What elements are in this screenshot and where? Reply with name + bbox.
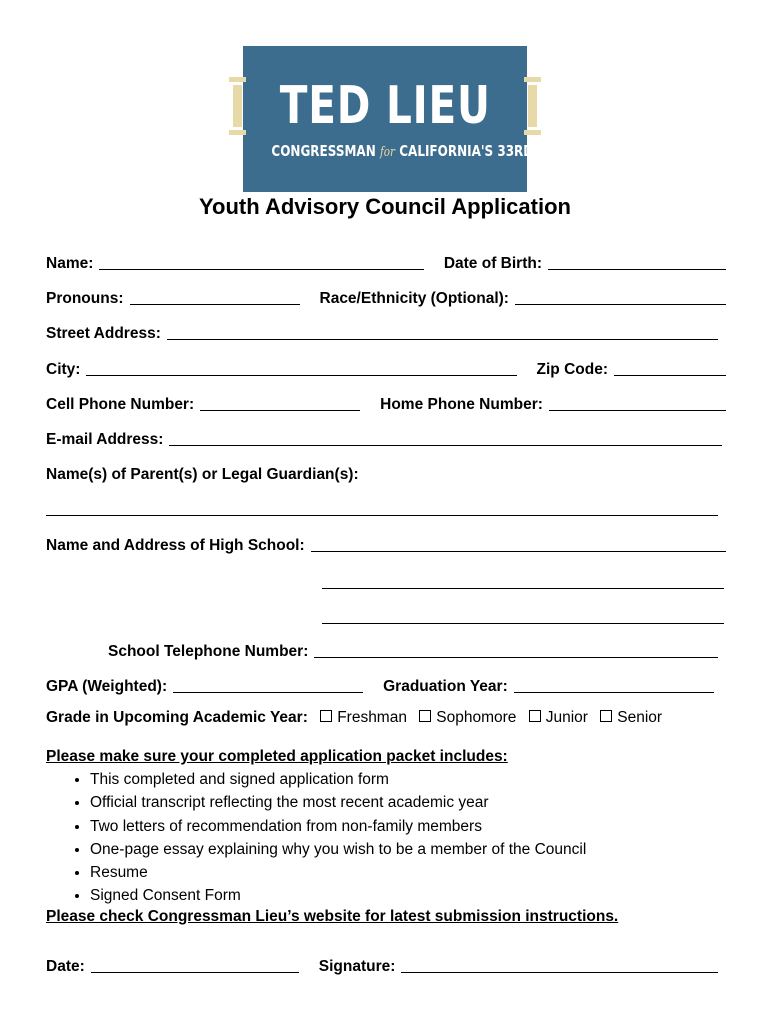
- row-school: [46, 533, 726, 555]
- pillar-icon: [229, 77, 246, 135]
- list-item: • Official transcript reflecting the most recent academic year: [90, 791, 618, 814]
- street-label: Street Address:: [46, 325, 161, 342]
- row-street: [46, 321, 726, 343]
- row-city: [46, 357, 726, 379]
- logo-tagline: CONGRESSMAN for CALIFORNIA'S 33RD DISTRICT: [271, 142, 600, 160]
- email-field[interactable]: [169, 444, 722, 446]
- cell-field[interactable]: [200, 409, 360, 411]
- row-name: [46, 251, 726, 273]
- row-parents: [46, 462, 726, 484]
- row-signature: [46, 954, 726, 976]
- list-item: • One-page essay explaining why you wish to be a member of the Council: [90, 838, 618, 861]
- pillar-icon: [524, 77, 541, 135]
- parents-label: Name(s) of Parent(s) or Legal Guardian(s):: [46, 466, 359, 483]
- street-field[interactable]: [167, 338, 718, 340]
- school-address-line-3[interactable]: [322, 622, 724, 624]
- row-email: [46, 427, 726, 449]
- packet-footer: Please check Congressman Lieu’s website for latest submission instructions.: [46, 907, 619, 925]
- checkbox-junior[interactable]: Junior: [529, 709, 588, 726]
- gpa-field[interactable]: [173, 691, 363, 693]
- cell-label: Cell Phone Number:: [46, 396, 195, 413]
- zip-label: Zip Code:: [536, 361, 608, 378]
- checkbox-icon: [419, 710, 431, 722]
- school-address-line-2[interactable]: [322, 587, 724, 589]
- school-label: Name and Address of High School:: [46, 537, 305, 554]
- packet-list: [46, 768, 618, 908]
- checkbox-freshman[interactable]: Freshman: [320, 709, 407, 726]
- checkbox-sophomore[interactable]: Sophomore: [419, 709, 516, 726]
- signature-field[interactable]: [401, 971, 718, 973]
- gpa-label: GPA (Weighted):: [46, 678, 168, 695]
- school-phone-label: School Telephone Number:: [108, 643, 309, 660]
- row-phones: [46, 392, 726, 414]
- school-field[interactable]: [311, 550, 726, 552]
- zip-field[interactable]: [614, 374, 726, 376]
- dob-label: Date of Birth:: [443, 255, 542, 272]
- date-label: Date:: [46, 958, 85, 975]
- pronouns-label: Pronouns:: [46, 290, 124, 307]
- row-gpa: [46, 674, 726, 696]
- grad-year-label: Graduation Year:: [383, 678, 508, 695]
- grad-year-field[interactable]: [514, 691, 714, 693]
- pronouns-field[interactable]: [130, 303, 300, 305]
- packet-section: [46, 748, 618, 926]
- race-field[interactable]: [515, 303, 726, 305]
- ted-lieu-logo: [243, 46, 600, 192]
- name-field[interactable]: [99, 268, 423, 270]
- checkbox-senior[interactable]: Senior: [600, 709, 662, 726]
- email-label: E-mail Address:: [46, 431, 164, 448]
- city-field[interactable]: [86, 374, 516, 376]
- list-item: • This completed and signed application form: [90, 768, 618, 791]
- race-label: Race/Ethnicity (Optional):: [319, 290, 509, 307]
- signature-label: Signature:: [318, 958, 396, 975]
- grade-selector: [46, 709, 662, 727]
- city-label: City:: [46, 361, 81, 378]
- list-item: • Two letters of recommendation from non-family members: [90, 815, 618, 838]
- name-label: Name:: [46, 255, 94, 272]
- checkbox-icon: [529, 710, 541, 722]
- checkbox-icon: [320, 710, 332, 722]
- school-phone-field[interactable]: [314, 656, 718, 658]
- packet-heading: Please make sure your completed application packet includes:: [46, 748, 508, 765]
- page-title: Youth Advisory Council Application: [199, 194, 571, 219]
- logo-name: TED LIEU: [279, 76, 491, 136]
- home-label: Home Phone Number:: [380, 396, 543, 413]
- list-item: • Signed Consent Form: [90, 884, 618, 907]
- grade-label: Grade in Upcoming Academic Year:: [46, 709, 308, 726]
- home-field[interactable]: [549, 409, 726, 411]
- parents-field[interactable]: [46, 514, 718, 516]
- row-school-phone: [108, 639, 718, 661]
- dob-field[interactable]: [548, 268, 726, 270]
- list-item: • Resume: [90, 861, 618, 884]
- date-field[interactable]: [91, 971, 299, 973]
- checkbox-icon: [600, 710, 612, 722]
- row-pronouns: [46, 286, 726, 308]
